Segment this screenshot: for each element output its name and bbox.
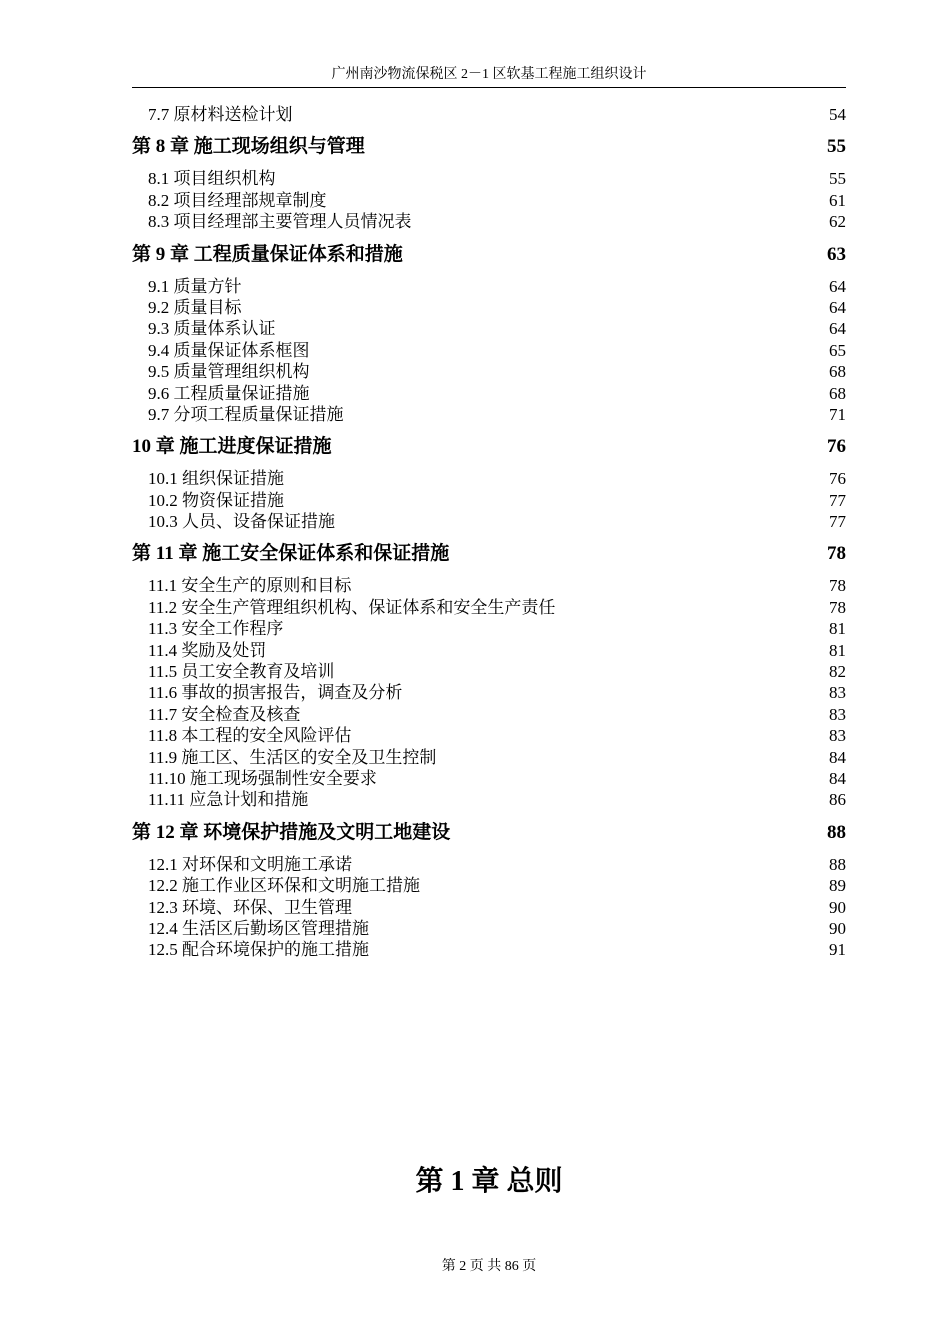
toc-section-entry[interactable] [132, 168, 846, 189]
toc-entry-label: 8.1 项目组织机构 [148, 169, 276, 189]
toc-entry-label: 11.8 本工程的安全风险评估 [148, 726, 352, 746]
table-of-contents [132, 104, 846, 961]
toc-entry-label: 10.1 组织保证措施 [148, 469, 284, 489]
toc-section-entry[interactable] [132, 918, 846, 939]
toc-entry-label: 12.3 环境、环保、卫生管理 [148, 897, 352, 917]
toc-entry-page-number: 83 [829, 683, 846, 703]
toc-section-entry[interactable] [132, 854, 846, 875]
toc-entry-page-number: 64 [829, 319, 846, 339]
toc-entry-page-number: 84 [829, 768, 846, 788]
toc-entry-page-number: 83 [829, 726, 846, 746]
toc-entry-label: 11.4 奖励及处罚 [148, 640, 267, 660]
toc-entry-label: 12.1 对环保和文明施工承诺 [148, 854, 352, 874]
toc-entry-label: 11.1 安全生产的原则和目标 [148, 576, 352, 596]
toc-entry-page-number: 84 [829, 747, 846, 767]
toc-section-entry[interactable] [132, 383, 846, 404]
toc-entry-page-number: 68 [829, 383, 846, 403]
page-footer: 第 2 页 共 86 页 [441, 1259, 537, 1274]
toc-entry-label: 9.4 质量保证体系框图 [148, 340, 310, 360]
toc-entry-page-number: 88 [829, 854, 846, 874]
toc-section-entry[interactable] [132, 297, 846, 318]
toc-entry-page-number: 61 [829, 190, 846, 210]
toc-section-entry[interactable] [132, 618, 846, 639]
toc-entry-page-number: 78 [829, 597, 846, 617]
toc-entry-label: 11.3 安全工作程序 [148, 619, 284, 639]
toc-entry-page-number: 78 [827, 543, 846, 565]
toc-entry-label: 9.2 质量目标 [148, 297, 242, 317]
toc-entry-label: 10 章 施工进度保证措施 [132, 436, 332, 458]
toc-entry-label: 9.6 工程质量保证措施 [148, 383, 310, 403]
toc-entry-page-number: 83 [829, 704, 846, 724]
toc-section-entry[interactable] [132, 190, 846, 211]
toc-section-entry[interactable] [132, 640, 846, 661]
toc-section-entry[interactable] [132, 597, 846, 618]
toc-section-entry[interactable] [132, 340, 846, 361]
toc-entry-page-number: 62 [829, 212, 846, 232]
toc-entry-page-number: 68 [829, 362, 846, 382]
toc-section-entry[interactable] [132, 104, 846, 125]
toc-section-entry[interactable] [132, 682, 846, 703]
toc-entry-page-number: 89 [829, 876, 846, 896]
toc-section-entry[interactable] [132, 575, 846, 596]
toc-entry-label: 9.3 质量体系认证 [148, 319, 276, 339]
toc-entry-label: 11.10 施工现场强制性安全要求 [148, 768, 377, 788]
toc-entry-page-number: 91 [829, 940, 846, 960]
toc-section-entry[interactable] [132, 276, 846, 297]
toc-entry-label: 第 11 章 施工安全保证体系和保证措施 [132, 543, 450, 565]
toc-entry-label: 9.7 分项工程质量保证措施 [148, 404, 344, 424]
toc-entry-label: 第 12 章 环境保护措施及文明工地建设 [132, 821, 451, 843]
toc-entry-page-number: 86 [829, 790, 846, 810]
toc-section-entry[interactable] [132, 490, 846, 511]
toc-entry-page-number: 81 [829, 640, 846, 660]
toc-section-entry[interactable] [132, 897, 846, 918]
toc-section-entry[interactable] [132, 875, 846, 896]
toc-entry-label: 11.9 施工区、生活区的安全及卫生控制 [148, 747, 437, 767]
toc-entry-label: 8.2 项目经理部规章制度 [148, 190, 327, 210]
toc-section-entry[interactable] [132, 661, 846, 682]
toc-entry-page-number: 81 [829, 619, 846, 639]
header-rule [132, 87, 846, 88]
toc-chapter-entry[interactable] [132, 436, 846, 457]
toc-section-entry[interactable] [132, 468, 846, 489]
toc-chapter-entry[interactable] [132, 543, 846, 564]
toc-entry-page-number: 77 [829, 490, 846, 510]
toc-entry-label: 第 9 章 工程质量保证体系和措施 [132, 243, 403, 265]
toc-entry-label: 10.2 物资保证措施 [148, 490, 284, 510]
toc-entry-label: 11.2 安全生产管理组织机构、保证体系和安全生产责任 [148, 597, 556, 617]
toc-entry-page-number: 78 [829, 576, 846, 596]
running-header-title: 广州南沙物流保税区 2－1 区软基工程施工组织设计 [331, 67, 647, 82]
toc-entry-label: 8.3 项目经理部主要管理人员情况表 [148, 212, 412, 232]
toc-entry-label: 12.5 配合环境保护的施工措施 [148, 940, 369, 960]
toc-entry-label: 第 8 章 施工现场组织与管理 [132, 136, 365, 158]
toc-chapter-entry[interactable] [132, 822, 846, 843]
toc-section-entry[interactable] [132, 789, 846, 810]
toc-entry-label: 9.5 质量管理组织机构 [148, 362, 310, 382]
toc-section-entry[interactable] [132, 725, 846, 746]
toc-section-entry[interactable] [132, 747, 846, 768]
toc-section-entry[interactable] [132, 768, 846, 789]
toc-entry-page-number: 54 [829, 105, 846, 124]
toc-entry-page-number: 90 [829, 897, 846, 917]
toc-entry-label: 7.7 原材料送检计划 [148, 105, 293, 124]
toc-chapter-entry[interactable] [132, 244, 846, 265]
toc-entry-label: 11.6 事故的损害报告，调查及分析 [148, 683, 403, 703]
toc-entry-label: 11.11 应急计划和措施 [148, 790, 309, 810]
toc-section-entry[interactable] [132, 361, 846, 382]
toc-entry-page-number: 55 [827, 136, 846, 158]
toc-entry-label: 11.7 安全检查及核查 [148, 704, 301, 724]
toc-chapter-entry[interactable] [132, 136, 846, 157]
toc-entry-page-number: 82 [829, 662, 846, 682]
toc-entry-page-number: 76 [829, 469, 846, 489]
toc-section-entry[interactable] [132, 318, 846, 339]
toc-section-entry[interactable] [132, 939, 846, 960]
toc-entry-page-number: 76 [827, 436, 846, 458]
toc-entry-label: 9.1 质量方针 [148, 276, 242, 296]
toc-entry-page-number: 90 [829, 918, 846, 938]
toc-entry-page-number: 55 [829, 169, 846, 189]
toc-entry-page-number: 88 [827, 821, 846, 843]
toc-entry-label: 12.4 生活区后勤场区管理措施 [148, 918, 369, 938]
toc-entry-label: 10.3 人员、设备保证措施 [148, 512, 335, 532]
toc-entry-page-number: 63 [827, 243, 846, 265]
toc-section-entry[interactable] [132, 211, 846, 232]
toc-entry-label: 12.2 施工作业区环保和文明施工措施 [148, 876, 420, 896]
toc-entry-page-number: 65 [829, 340, 846, 360]
chapter-heading: 第 1 章 总则 [415, 1166, 563, 1197]
toc-section-entry[interactable] [132, 511, 846, 532]
toc-entry-page-number: 64 [829, 276, 846, 296]
toc-entry-page-number: 71 [829, 404, 846, 424]
toc-entry-page-number: 77 [829, 512, 846, 532]
toc-entry-label: 11.5 员工安全教育及培训 [148, 662, 335, 682]
toc-section-entry[interactable] [132, 404, 846, 425]
toc-entry-page-number: 64 [829, 297, 846, 317]
toc-section-entry[interactable] [132, 704, 846, 725]
